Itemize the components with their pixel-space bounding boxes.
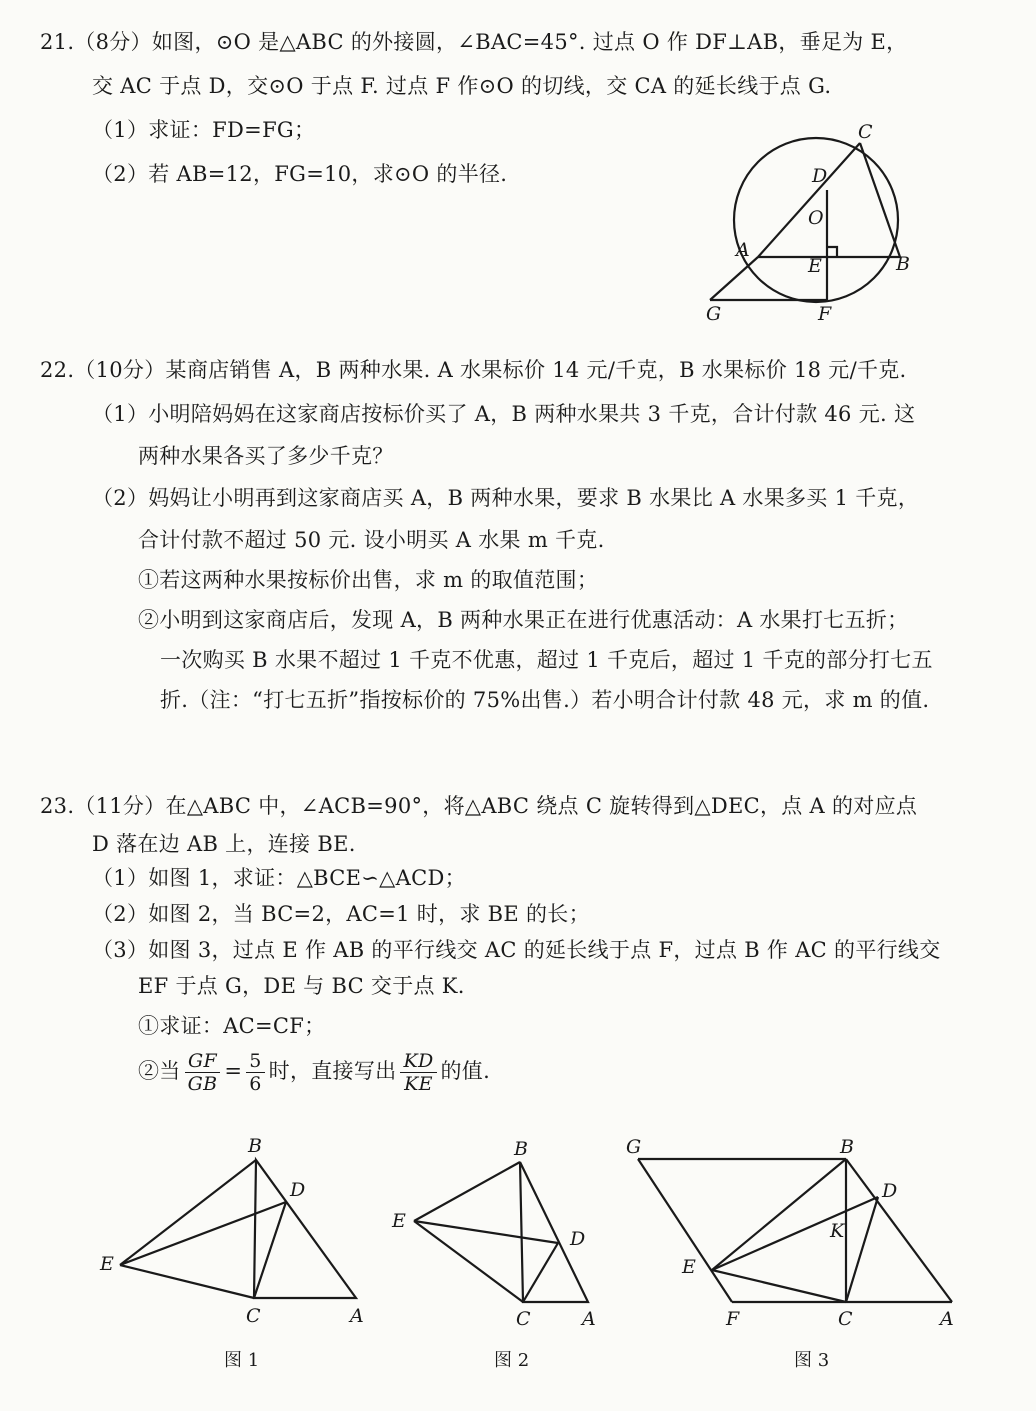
segment-ed bbox=[414, 1221, 558, 1243]
segment-ed bbox=[712, 1197, 878, 1270]
segment-cd bbox=[523, 1243, 558, 1302]
label-b: B bbox=[840, 1136, 854, 1158]
q22-part2-b: 合计付款不超过 50 元. 设小明买 A 水果 m 千克. bbox=[138, 528, 605, 552]
q22-sub2-a: ②小明到这家商店后，发现 A，B 两种水果正在进行优惠活动：A 水果打七五折； bbox=[138, 608, 909, 632]
label-a: A bbox=[350, 1305, 364, 1327]
fraction-gf-gb: $\frac{GF}{GB}$ bbox=[185, 1050, 221, 1095]
label-e: E bbox=[392, 1210, 406, 1232]
label-c: C bbox=[246, 1305, 261, 1327]
label-a: A bbox=[736, 239, 750, 261]
q21-line2: 交 AC 于点 D，交⊙O 于点 F. 过点 F 作⊙O 的切线，交 CA 的延长线于点 G. bbox=[92, 74, 832, 98]
segment-ed bbox=[120, 1202, 286, 1265]
q22-part2-a: （2）妈妈让小明再到这家商店买 A，B 两种水果，要求 B 水果比 A 水果多买 1 千克， bbox=[92, 486, 920, 510]
segment-cd bbox=[846, 1197, 878, 1302]
q23-sub2-prefix: ②当 bbox=[138, 1059, 181, 1083]
label-k: K bbox=[830, 1220, 845, 1242]
segment-eb bbox=[120, 1160, 256, 1265]
segment-ac bbox=[758, 143, 860, 257]
q21-part1: （1）求证：FD=FG； bbox=[92, 118, 316, 142]
q23-line2: D 落在边 AB 上，连接 BE. bbox=[92, 832, 356, 856]
q23-part2: （2）如图 2，当 BC=2，AC=1 时，求 BE 的长； bbox=[92, 902, 590, 926]
label-d: D bbox=[882, 1180, 898, 1202]
label-b: B bbox=[514, 1138, 528, 1160]
q21-figure bbox=[700, 121, 940, 330]
q23-sub1: ①求证：AC=CF； bbox=[138, 1014, 326, 1038]
label-a: A bbox=[582, 1308, 596, 1330]
segment-eb bbox=[712, 1159, 846, 1270]
label-d: D bbox=[570, 1228, 586, 1250]
right-angle-mark bbox=[827, 247, 837, 257]
q23-part3-a: （3）如图 3，过点 E 作 AB 的平行线交 AC 的延长线于点 F，过点 B 作 AC 的平行线交 bbox=[92, 938, 941, 962]
q22-sub1: ①若这两种水果按标价出售，求 m 的取值范围； bbox=[138, 568, 599, 592]
extension-ag bbox=[710, 257, 758, 300]
q22-sub2-c: 折.（注：“打七五折”指按标价的 75%出售.）若小明合计付款 48 元，求 m 的值. bbox=[160, 688, 930, 712]
label-f: F bbox=[726, 1308, 740, 1330]
label-a: A bbox=[940, 1308, 954, 1330]
q23-part3-b: EF 于点 G，DE 与 BC 交于点 K. bbox=[138, 974, 465, 998]
q22-part1-b: 两种水果各买了多少千克？ bbox=[138, 444, 394, 468]
q23-sub2-middle: 时，直接写出 bbox=[268, 1059, 397, 1083]
label-g: G bbox=[626, 1136, 642, 1158]
label-c: C bbox=[858, 121, 873, 143]
segment-cd bbox=[254, 1202, 286, 1298]
equals-sign: = bbox=[224, 1059, 243, 1083]
label-o: O bbox=[808, 207, 824, 229]
label-c: C bbox=[838, 1308, 853, 1330]
segment-eb bbox=[414, 1162, 520, 1221]
q23-figure-2 bbox=[390, 1135, 610, 1335]
q21-line1: 21.（8分）如图，⊙O 是△ABC 的外接圆，∠BAC=45°. 过点 O 作 DF⊥AB，垂足为 E， bbox=[40, 30, 908, 54]
figure-3-caption: 图 3 bbox=[794, 1350, 830, 1371]
label-d: D bbox=[812, 165, 828, 187]
label-e: E bbox=[682, 1256, 696, 1278]
label-f: F bbox=[818, 303, 832, 325]
label-e: E bbox=[100, 1253, 114, 1275]
label-d: D bbox=[290, 1179, 306, 1201]
fraction-kd-ke: $\frac{KD}{KE}$ bbox=[400, 1050, 436, 1095]
figure-1-caption: 图 1 bbox=[224, 1350, 260, 1371]
label-e: E bbox=[808, 255, 822, 277]
fraction-5-6: $\frac{5}{6}$ bbox=[246, 1050, 264, 1095]
q23-sub2 bbox=[138, 1050, 490, 1095]
label-g: G bbox=[706, 303, 722, 325]
label-b: B bbox=[248, 1135, 262, 1157]
q22-sub2-b: 一次购买 B 水果不超过 1 千克不优惠，超过 1 千克后，超过 1 千克的部分打七五 bbox=[160, 648, 933, 672]
segment-ec bbox=[120, 1265, 254, 1298]
figure-2-caption: 图 2 bbox=[494, 1350, 530, 1371]
q23-figure-1 bbox=[100, 1130, 380, 1330]
q22-line1: 22.（10分）某商店销售 A，B 两种水果. A 水果标价 14 元/千克，B 水果标价 18 元/千克. bbox=[40, 358, 907, 382]
label-b: B bbox=[896, 253, 910, 275]
segment-bc bbox=[860, 143, 900, 257]
q21-part2: （2）若 AB=12，FG=10，求⊙O 的半径. bbox=[92, 162, 508, 186]
q23-line1: 23.（11分）在△ABC 中，∠ACB=90°，将△ABC 绕点 C 旋转得到△DEC，点 A 的对应点 bbox=[40, 794, 918, 818]
segment-ec bbox=[712, 1270, 846, 1302]
q22-part1-a: （1）小明陪妈妈在这家商店按标价买了 A，B 两种水果共 3 千克，合计付款 46 元. 这 bbox=[92, 402, 916, 426]
q23-part1: （1）如图 1，求证：△BCE∽△ACD； bbox=[92, 866, 466, 890]
q23-sub2-suffix: 的值. bbox=[440, 1059, 491, 1083]
q23-figure-3 bbox=[620, 1135, 980, 1335]
segment-ab bbox=[846, 1159, 952, 1302]
segment-ec bbox=[414, 1221, 523, 1302]
segment-gf bbox=[638, 1159, 732, 1302]
label-c: C bbox=[516, 1308, 531, 1330]
